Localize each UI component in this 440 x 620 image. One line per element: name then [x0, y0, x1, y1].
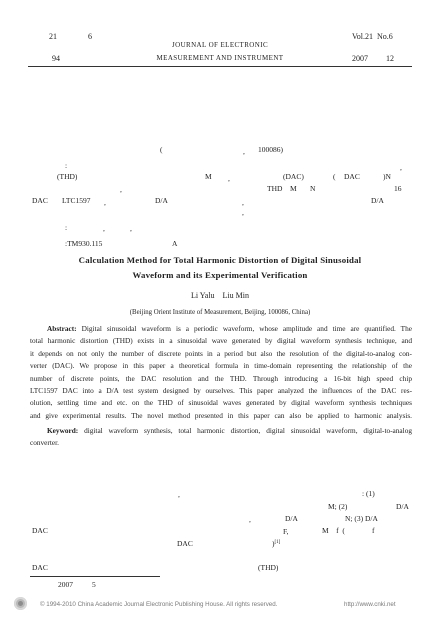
keyword-line: converter. — [30, 438, 59, 448]
affiliation: (Beijing Orient Institute of Measurement, Beijing, 100086, China) — [129, 309, 311, 316]
citation-paren: ) — [272, 539, 275, 548]
text-fragment: DAC — [32, 563, 48, 572]
text-fragment: (THD) — [57, 172, 78, 181]
text-fragment: , — [242, 208, 244, 217]
text-fragment: (THD) — [258, 563, 279, 572]
text-fragment: )N — [383, 172, 391, 181]
text-fragment: , — [103, 224, 105, 233]
text-fragment: 16 — [394, 184, 402, 193]
classification-code: :TM930.115 — [65, 239, 103, 248]
text-fragment: M — [205, 172, 212, 181]
text-fragment: F, — [283, 527, 289, 536]
paper-title-line1: Calculation Method for Total Harmonic Distortion of Digital Sinusoidal — [78, 255, 362, 265]
header-volume: 21 — [49, 32, 57, 41]
abstract — [30, 323, 412, 422]
abstract-line: olution, settling time and etc. on the THD of sinusoidal waves generated by digital waveform synthesis techniques — [30, 398, 412, 408]
text-fragment: D/A — [285, 514, 298, 523]
text-fragment: D/A — [396, 502, 409, 511]
document-code: A — [172, 239, 178, 248]
text-fragment: : (1) — [362, 489, 375, 498]
text-fragment: DAC — [177, 539, 193, 548]
text-fragment: DAC — [344, 172, 360, 181]
text-fragment: DAC — [32, 196, 48, 205]
text-fragment: THD — [267, 184, 283, 193]
abstract-line: and give experimental results. The novel method presented in this paper can also be applied to harmonic analysis. — [30, 410, 412, 420]
journal-name-line1: JOURNAL OF ELECTRONIC — [171, 41, 269, 49]
text-fragment: D/A — [371, 196, 384, 205]
page-number: 94 — [52, 54, 60, 63]
abstract-line — [30, 323, 412, 335]
text-fragment: D/A — [155, 196, 168, 205]
text-fragment: , — [130, 224, 132, 233]
text-fragment: M — [290, 184, 297, 193]
cnki-logo-icon — [14, 597, 27, 610]
text-fragment: 100086) — [258, 145, 283, 154]
text-fragment: f — [372, 526, 375, 535]
header-rule — [28, 66, 412, 67]
header-issue: 6 — [88, 32, 92, 41]
keyword-text: digital waveform synthesis, total harmonic distortion, digital sinusoidal waveform, digital-to-analog — [84, 426, 412, 435]
text-fragment: ( — [333, 172, 336, 181]
abstract-label: Abstract: — [47, 324, 77, 333]
paper-title-line2: Waveform and its Experimental Verification — [132, 270, 308, 280]
abstract-line: number of discrete points, the DAC resolution and the THD. Through introducing a 16-bit high speed chip — [30, 373, 412, 383]
text-fragment: ( — [160, 145, 163, 154]
text-fragment: : — [65, 161, 68, 170]
authors: Li Yalu Liu Min — [190, 291, 249, 300]
abstract-line: total harmonic distortion (THD) exists in a sinusoidal wave generated by digital waveform synthesis technique, and — [30, 336, 412, 346]
citation-ref: [1] — [274, 540, 281, 545]
journal-name-line2: MEASUREMENT AND INSTRUMENT — [156, 54, 284, 62]
text-fragment: : — [65, 223, 68, 232]
source-url[interactable]: http://www.cnki.net — [344, 601, 396, 608]
abstract-line: verter (DAC). We propose in this paper a theoretical formula in time-domain representing the relationship of the — [30, 361, 412, 371]
citation — [272, 539, 280, 548]
keyword-line — [30, 425, 412, 437]
header-year: 2007 — [352, 54, 368, 63]
text-fragment: , — [249, 515, 251, 524]
text-fragment: , — [120, 185, 122, 194]
abstract-line: it depends on not only the number of discrete points in a period but also the resolution of the digital-to-analog con- — [30, 348, 412, 358]
text-fragment: N; (3) D/A — [345, 514, 378, 523]
text-fragment: , — [104, 198, 106, 207]
received-month: 5 — [92, 580, 96, 589]
text-fragment: LTC1597 — [62, 196, 91, 205]
copyright-notice: © 1994-2010 China Academic Journal Electronic Publishing House. All rights reserved. — [40, 601, 278, 608]
text-fragment: , — [178, 490, 180, 499]
text-fragment: , — [400, 163, 402, 172]
abstract-line: LTC1597 DAC into a D/A test system designed by ourselves. This paper analyzed the influences of the DAC res- — [30, 385, 412, 395]
text-fragment: N — [310, 184, 316, 193]
keywords — [30, 425, 412, 450]
footnote-rule — [30, 576, 160, 577]
text-fragment: (DAC) — [283, 172, 304, 181]
keyword-label: Keyword: — [47, 426, 79, 435]
header-vol-issue: Vol.21 No.6 — [352, 32, 393, 41]
text-fragment: DAC — [32, 526, 48, 535]
header-month: 12 — [386, 54, 394, 63]
received-year: 2007 — [58, 580, 73, 589]
text-fragment: M f ( — [322, 526, 345, 535]
text-fragment: M; (2) — [328, 502, 348, 511]
text-fragment: , — [228, 174, 230, 183]
text-fragment: , — [243, 147, 245, 156]
text-fragment: , — [242, 198, 244, 207]
abstract-text: Digital sinusoidal waveform is a periodic waveform, whose amplitude and time are quantified. The — [81, 324, 412, 333]
